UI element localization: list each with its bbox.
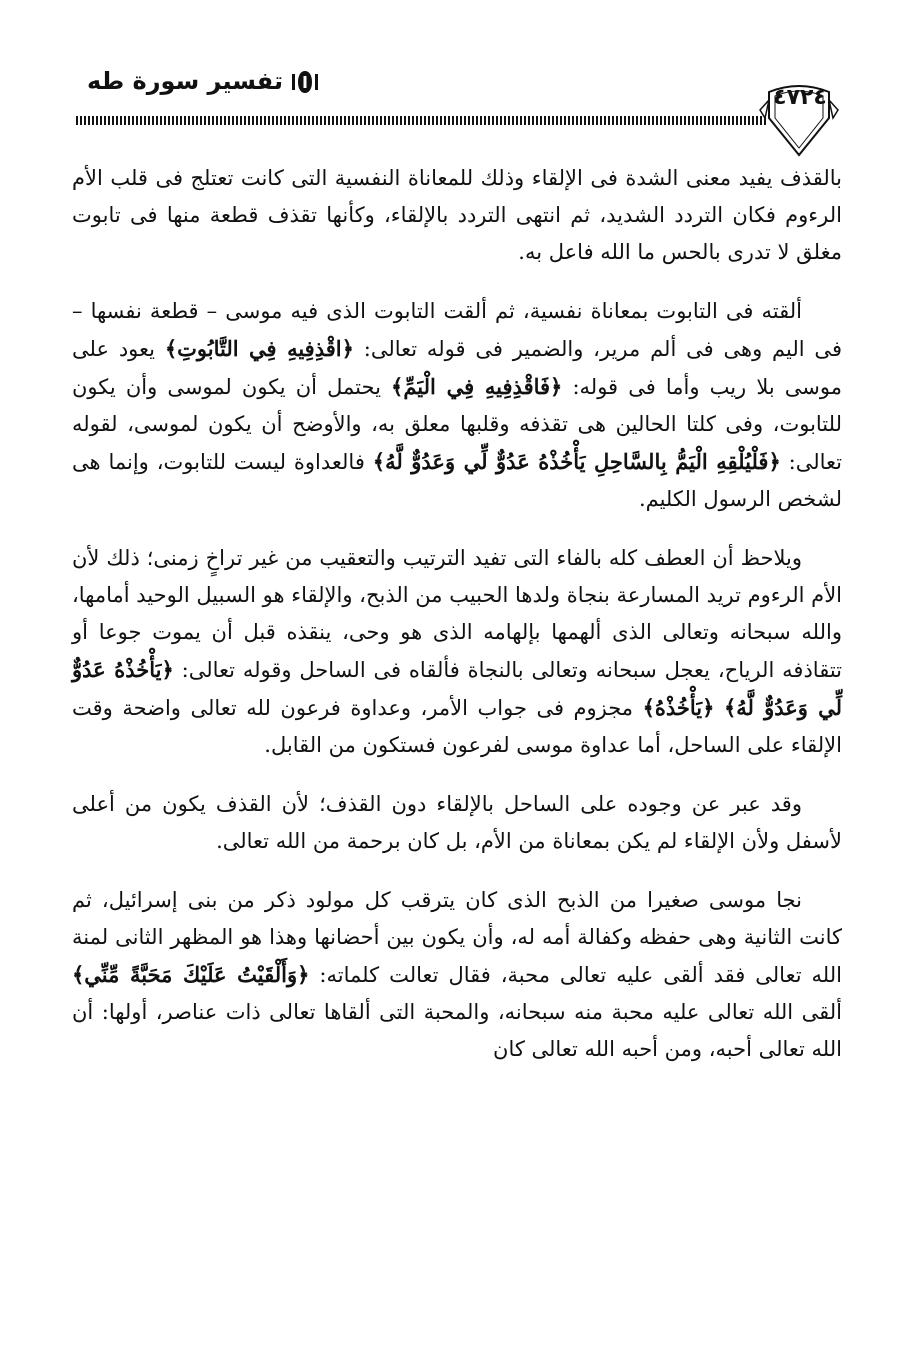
text-segment: وقد عبر عن وجوده على الساحل بالإلقاء دون القذف؛ لأن القذف يكون من أعلى لأسفل ولأن الإلقاء لم يكن بمعاناة من الأم، بل كان برحمة من الله تعالى. [72, 792, 842, 853]
page-number: ٤٧٢٤ [773, 85, 827, 110]
paragraph [72, 786, 842, 860]
quran-quote: ﴿فَاقْذِفِيهِ فِي الْيَمِّ﴾ [391, 374, 563, 399]
paragraph [72, 293, 842, 518]
text-segment: ويلاحظ أن العطف كله بالفاء التى تفيد الترتيب والتعقيب من غير تراخٍ زمنى؛ ذلك لأن الأم الرءوم تريد المسارعة بنجاة ولدها الحبيب من الذبح، والإلقاء هو السبيل الوحيد أمامها، والله سبحانه وتعالى الذى ألهمها بإلهامه الذى هو وحى، ينقذه قبل أن يموت جوعا أو تتقاذفه الرياح، يعجل سبحانه وتعالى بالنجاة فألقاه فى الساحل وقوله تعالى: [72, 546, 842, 682]
text-segment: يعود على موسى بلا ريب وأما فى قوله: [72, 337, 842, 399]
text-segment: نجا موسى صغيرا من الذبح الذى كان يترقب كل مولود ذكر من بنى إسرائيل، ثم كانت الثانية وهى حفظه وكفالة أمه له، وأن يكون بين أحضانها وهذا هو المظهر الثانى لمنة الله تعالى فقد ألقى عليه تعالى محبة، فقال تعالت كلماته: [72, 888, 842, 987]
quran-quote: ﴿وَأَلْقَيْتُ عَلَيْكَ مَحَبَّةً مِّنِّي﴾ [72, 962, 310, 987]
body-text [72, 160, 842, 1090]
text-segment: بالقذف يفيد معنى الشدة فى الإلقاء وذلك للمعاناة النفسية التى كانت تعتلج فى قلب الأم الرءوم فكان التردد الشديد، ثم انتهى التردد بالإلقاء، وكأنها تقذف قطعة منها فى تابوت مغلق لا تدرى بالحس ما الله فاعل به. [72, 166, 842, 264]
text-segment: ألقته فى التابوت بمعاناة نفسية، ثم ألقت التابوت الذى فيه موسى – قطعة نفسها – فى اليم وهى فى ألم مرير، والضمير فى قوله تعالى: [72, 299, 842, 361]
text-segment: مجزوم فى جواب الأمر، وعداوة فرعون لله تعالى واضحة وقت الإلقاء على الساحل، أما عداوة موسى لفرعون فستكون من القابل. [72, 696, 842, 757]
text-segment: فالعداوة ليست للتابوت، وإنما هى لشخص الرسول الكليم. [72, 450, 842, 511]
paragraph [72, 540, 842, 764]
header-rule [76, 116, 766, 125]
quran-quote: ﴿يَأْخُذْهُ عَدُوٌّ لِّي وَعَدُوٌّ لَّهُ﴾ [72, 657, 843, 720]
text-segment: يحتمل أن يكون لموسى وأن يكون للتابوت، وفى كلتا الحالين هى تقذفه وقلبها معلق به، والأوضح أن يكون لموسى، لقوله تعالى: [72, 375, 842, 474]
running-header-title: تفسير سورة طه [87, 67, 283, 95]
quran-quote: ﴿اقْذِفِيهِ فِي التَّابُوتِ﴾ [164, 336, 354, 361]
text-segment [714, 696, 724, 720]
text-segment: ألقى الله تعالى عليه محبة منه سبحانه، والمحبة التى ألقاها تعالى ذات عناصر، أولها: أن الله تعالى أحبه، ومن أحبه الله تعالى كان [72, 1000, 842, 1061]
arabesque-ornament-icon [290, 70, 320, 94]
quran-quote: ﴿يَأْخُذْهُ﴾ [642, 695, 715, 720]
paragraph [72, 882, 842, 1068]
quran-quote: ﴿فَلْيُلْقِهِ الْيَمُّ بِالسَّاحِلِ يَأْخُذْهُ عَدُوٌّ لِّي وَعَدُوٌّ لَّهُ﴾ [372, 449, 781, 474]
paragraph [72, 160, 842, 271]
